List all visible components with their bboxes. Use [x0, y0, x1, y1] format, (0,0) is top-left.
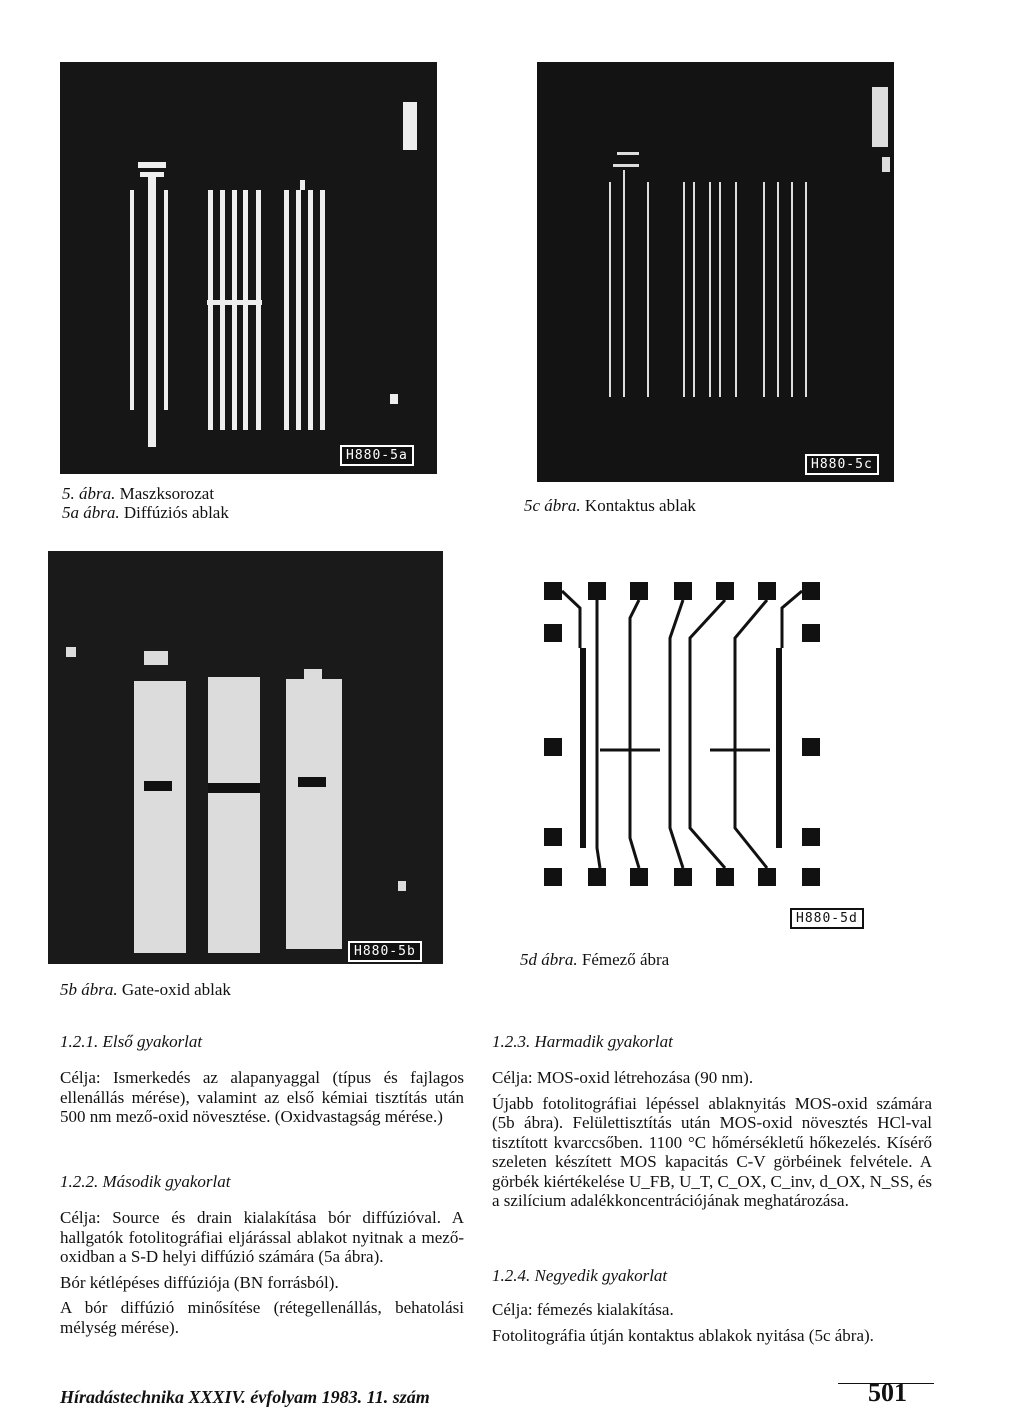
- figure-5d-image: [540, 578, 890, 938]
- section-1-2-1-text: [60, 1068, 464, 1133]
- section-1-2-1-heading: 1.2.1. Első gyakorlat: [60, 1032, 203, 1051]
- section-1-2-4-paragraph-1: Célja: fémezés kialakítása.: [492, 1300, 674, 1319]
- figure-5b-caption: [60, 980, 231, 999]
- figure-5d-title: Fémező ábra: [581, 950, 670, 969]
- section-1-2-3-paragraph-2: Újabb fotolitográfiai lépéssel ablaknyitás MOS-oxid számára (5b ábra). Felülettisztítás után MOS-oxid növesztés HCl-val tisztított kvarccsőben. 1100 °C hőmérsékletű hőkezelés. Kísérő szeleten készített MOS kapacitás C-V görbéinek felvétele. A görbék kiértékelése U_FB, U_T, C_OX, C_inv, d_OX, N_SS, és a szilícium adalékkoncentrációjának meghatározása.: [492, 1093, 932, 1210]
- figure-5d: [540, 578, 890, 938]
- figure-5b-tag: H880-5b: [348, 941, 422, 962]
- section-1-2-4-paragraph-2: Fotolitográfia útján kontaktus ablakok nyitása (5c ábra).: [492, 1325, 874, 1345]
- figure-5b: [48, 551, 443, 964]
- figure-5a-tag: H880-5a: [340, 445, 414, 466]
- section-1-2-3-text: [492, 1068, 932, 1217]
- figure-5-caption: [62, 484, 229, 522]
- page-number: 501: [868, 1378, 907, 1407]
- journal-footer: Híradástechnika XXXIV. évfolyam 1983. 11. szám: [60, 1387, 430, 1407]
- section-1-2-3-heading: 1.2.3. Harmadik gyakorlat: [492, 1032, 673, 1051]
- section-1-2-3-paragraph-1: Célja: MOS-oxid létrehozása (90 nm).: [492, 1068, 754, 1087]
- figure-5a-image: [60, 62, 437, 474]
- section-1-2-2-paragraph-1: Célja: Source és drain kialakítása bór diffúzióval. A hallgatók fotolitográfiai eljárással ablakot nyitnak a mező-oxidban a S-D helyi diffúzió számára (5a ábra).: [60, 1208, 464, 1266]
- section-1-2-4-text: [492, 1300, 932, 1351]
- figure-5c-caption: [524, 496, 696, 515]
- section-1-2-2-paragraph-3: A bór diffúzió minősítése (rétegellenállás, behatolási mélység mérése).: [60, 1298, 464, 1337]
- figure-5d-tag: H880-5d: [790, 908, 864, 929]
- figure-5a: [60, 62, 437, 474]
- figure-5c-image: [537, 62, 894, 482]
- section-1-2-2-text: [60, 1208, 464, 1343]
- figure-5d-number: 5d ábra.: [520, 950, 578, 969]
- section-1-2-4-heading: 1.2.4. Negyedik gyakorlat: [492, 1266, 668, 1285]
- section-1-2-2-heading: 1.2.2. Második gyakorlat: [60, 1172, 231, 1191]
- figure-5-title: Maszksorozat: [119, 484, 215, 503]
- figure-5b-title: Gate-oxid ablak: [121, 980, 231, 999]
- section-1-2-2-paragraph-2: Bór kétlépéses diffúziója (BN forrásból).: [60, 1272, 339, 1292]
- section-1-2-1-paragraph: Célja: Ismerkedés az alapanyaggal (típus és fajlagos ellenállás mérése), valamint az első kémiai tisztítás után 500 nm mező-oxid növesztése. (Oxidvastagság mérése.): [60, 1068, 464, 1126]
- figure-5c-tag: H880-5c: [805, 454, 879, 475]
- figure-5c: [537, 62, 894, 482]
- figure-5a-number: 5a ábra.: [62, 503, 120, 522]
- figure-5b-image: [48, 551, 443, 964]
- figure-5b-number: 5b ábra.: [60, 980, 118, 999]
- figure-5d-caption: [520, 950, 669, 969]
- figure-5c-number: 5c ábra.: [524, 496, 581, 515]
- figure-5c-title: Kontaktus ablak: [584, 496, 696, 515]
- figure-5a-title: Diffúziós ablak: [123, 503, 229, 522]
- figure-5-number: 5. ábra.: [62, 484, 116, 503]
